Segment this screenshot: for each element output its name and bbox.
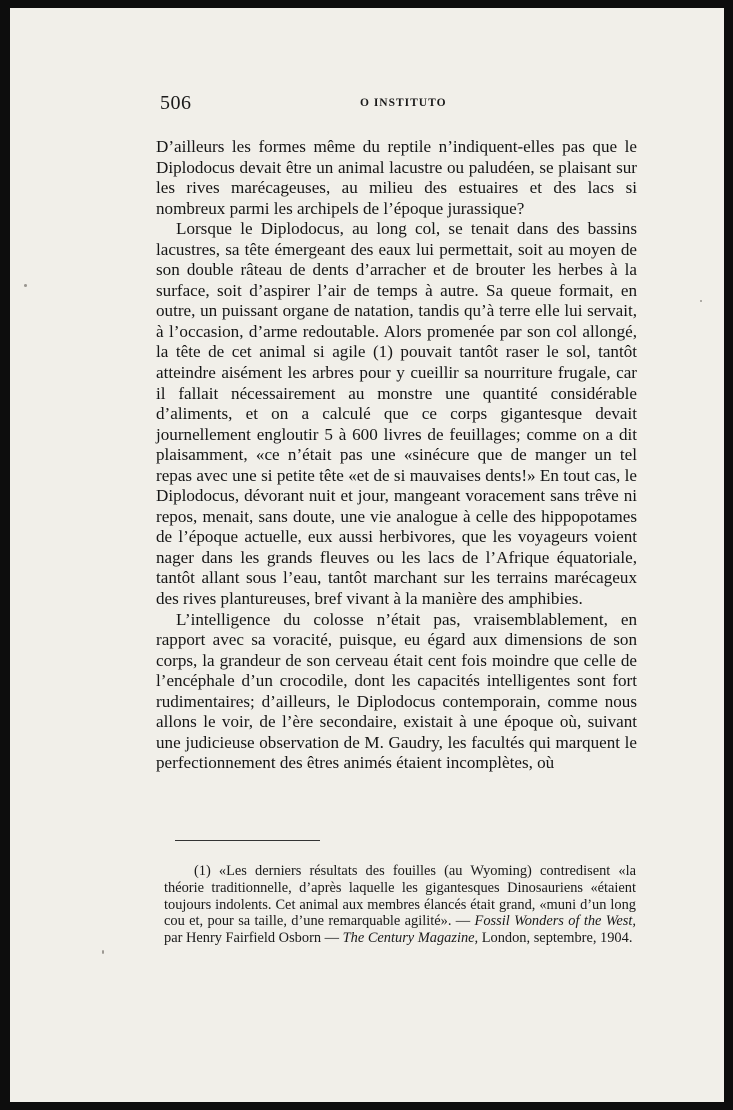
- footnote: [164, 863, 636, 947]
- page-number: 506: [160, 92, 192, 114]
- footnote-divider: [175, 840, 320, 841]
- paragraph-2: Lorsque le Diplodocus, au long col, se tenait dans des bassins lacustres, sa tête émergeant des eaux lui permettait, soit au moyen de son double râteau de dents d’arracher et de brouter les herbes à la surface, soit d’aspirer l’air de temps à autre. Sa queue formait, en outre, un puissant organe de natation, tandis qu’à terre elle lui servait, à l’occasion, d’arme redoutable. Alors promenée par son col allongé, la tête de cet animal si agile (1) pouvait tantôt raser le sol, tantôt atteindre aisément les arbres pour y cueillir sa nourriture frugale, car il fallait nécessairement au monstre une quantité considérable d’aliments, et on a calculé que ce corps gigantesque devait journellement engloutir 5 à 600 livres de feuillages; comme on a dit plaisamment, «ce n’était pas une «sinécure que de manger un tel repas avec une si petite tête «et de si mauvaises dents!» En tout cas, le Diplodocus, dévorant nuit et jour, mangeant voracement sans trêve ni repos, menait, sans doute, une vie analogue à celle des hippopotames de l’époque actuelle, eux aussi herbivores, que les voyageurs voient nager dans les grands fleuves ou les lacs de l’Afrique équatoriale, tantôt allant sous l’eau, tantôt marchant sur les terrains marécageux des rives plantureuses, bref vivant à la manière des amphibies.: [156, 219, 637, 609]
- paper-speck: [24, 284, 27, 287]
- footnote-text: (1) «Les derniers résultats des fouilles (au Wyoming) contredisent «la théorie traditionnelle, d’après laquelle les gigantesques Dinosauriens «étaient toujours indolents. Cet animal aux membres élancés était grand, «muni d’un long cou et, pour sa taille, d’une remarquable agilité». —: [164, 863, 636, 930]
- page: [10, 8, 724, 1102]
- body-text: [156, 137, 637, 774]
- footnote-text-end: London, septembre, 1904.: [478, 930, 633, 947]
- paper-speck: [102, 950, 104, 954]
- page-header: [160, 92, 637, 118]
- footnote-text-middle: par Henry Fairfield Osborn —: [164, 930, 343, 947]
- footnote-title-1: Fossil Wonders of the West,: [474, 913, 637, 930]
- paper-speck: [700, 300, 702, 302]
- paragraph-3: L’intelligence du colosse n’était pas, vraisemblablement, en rapport avec sa voracité, puisque, eu égard aux dimensions de son corps, la grandeur de son cerveau était cent fois moindre que celle de l’encéphale d’un crocodile, dont les capacités intelligentes sont fort rudimentaires; d’ailleurs, le Diplodocus contemporain, comme nous allons le voir, de l’ère secondaire, existait à une époque où, suivant une judicieuse observation de M. Gaudry, les facultés qui marquent le perfectionnement des êtres animés étaient incomplètes, où: [156, 609, 637, 773]
- footnote-title-2: The Century Magazine,: [342, 930, 479, 947]
- running-head: O INSTITUTO: [360, 97, 447, 109]
- paragraph-1: D’ailleurs les formes même du reptile n’indiquent-elles pas que le Diplodocus devait être un animal lacustre ou paludéen, se plaisant sur les rives marécageuses, au milieu des estuaires et des lacs si nombreux parmi les archipels de l’époque jurassique?: [156, 137, 637, 218]
